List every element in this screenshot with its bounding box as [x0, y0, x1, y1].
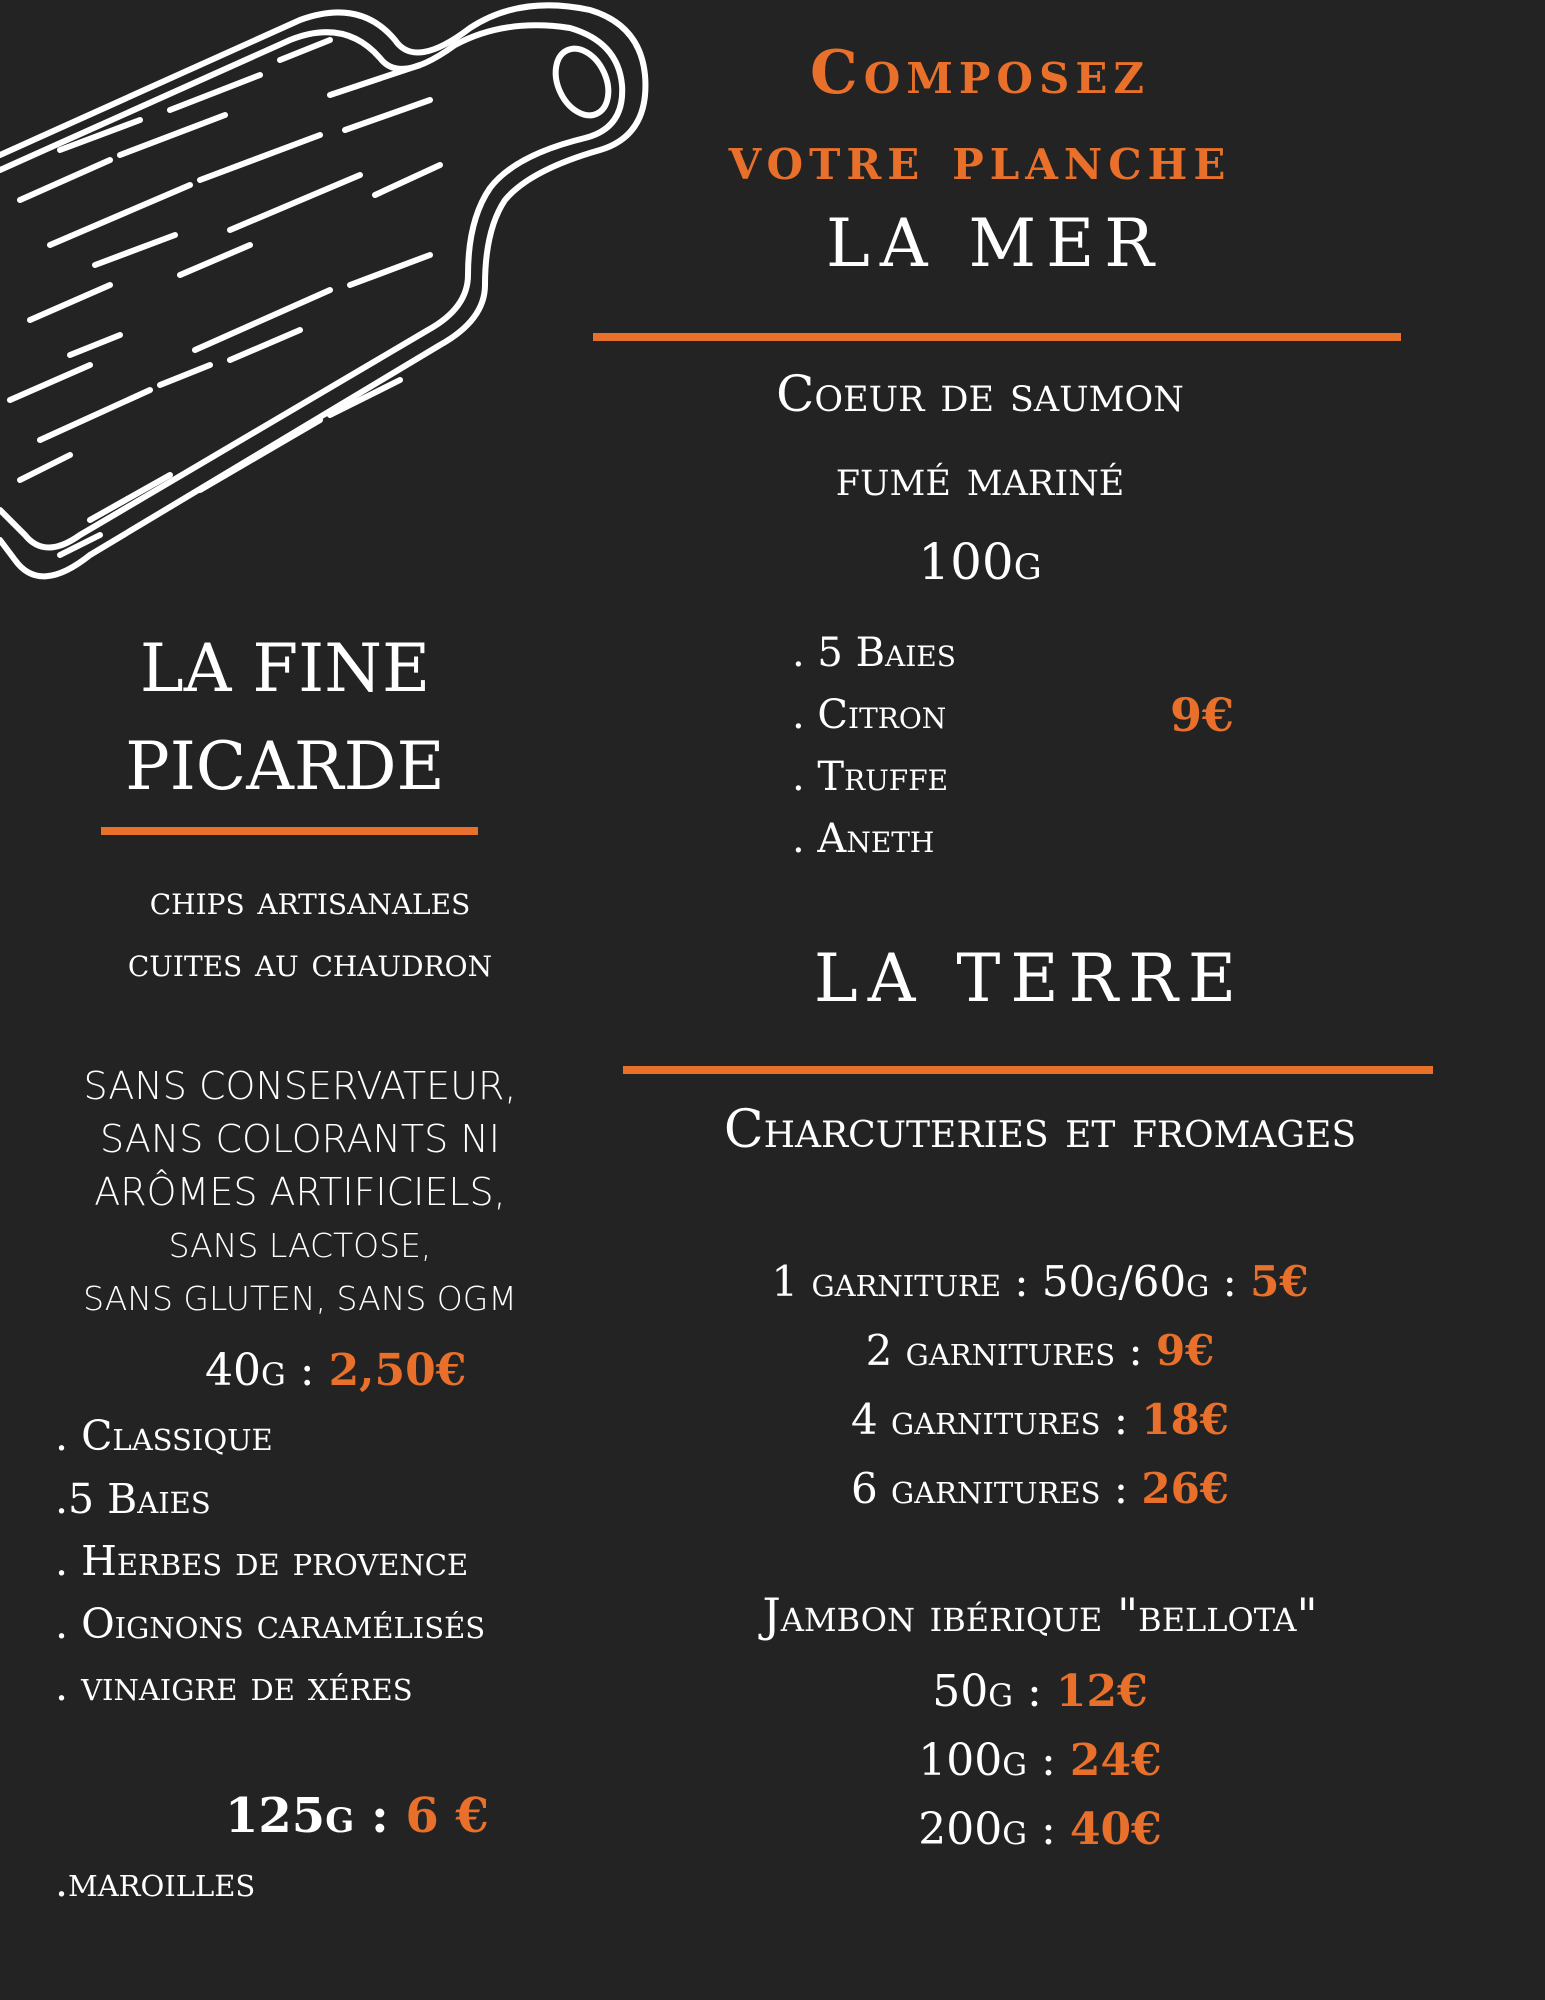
- claim-line: SANS CONSERVATEUR,: [83, 1064, 517, 1108]
- list-item: . Classique: [55, 1412, 273, 1460]
- chips-line-2: cuites au chaudron: [127, 940, 493, 986]
- claim-line: ARÔMES ARTIFICIELS,: [94, 1170, 506, 1214]
- list-item: [620, 1385, 1460, 1454]
- price: 2,50€: [328, 1345, 467, 1396]
- garnitures-price-list: [620, 1247, 1460, 1523]
- charcuteries-subtitle: Charcuteries et fromages: [723, 1100, 1357, 1160]
- weight-label: 100g :: [918, 1735, 1070, 1786]
- price: 24€: [1069, 1735, 1162, 1786]
- price: 6 €: [405, 1788, 489, 1844]
- price: 12€: [1055, 1666, 1148, 1717]
- price: 40€: [1069, 1804, 1162, 1855]
- garniture-label: 4 garnitures :: [850, 1395, 1142, 1444]
- price: 5€: [1250, 1257, 1309, 1306]
- list-item: [620, 1657, 1460, 1726]
- page-title: [620, 30, 1340, 202]
- la-terre-divider: [623, 1066, 1433, 1074]
- price: 9€: [1155, 1326, 1215, 1375]
- jambon-title: Jambon ibérique "bellota": [762, 1588, 1318, 1642]
- list-item: . Oignons caramélisés: [55, 1599, 486, 1648]
- saumon-product: [595, 352, 1365, 604]
- saumon-line-1: Coeur de saumon: [776, 365, 1184, 423]
- chips-40g-price-line: [205, 1345, 466, 1396]
- saumon-line-2: fumé mariné: [835, 449, 1125, 507]
- la-terre-title: LA TERRE: [813, 940, 1247, 1017]
- garniture-label: 6 garnitures :: [850, 1464, 1142, 1513]
- weight-label: 200g :: [918, 1804, 1070, 1855]
- jambon-price-list: [620, 1657, 1460, 1864]
- weight-label: 125g :: [225, 1788, 406, 1844]
- la-fine-picarde-title: [65, 620, 505, 816]
- picarde-title-line-2: PICARDE: [125, 728, 445, 805]
- picarde-title-line-1: LA FINE: [139, 630, 431, 707]
- list-item: . Citron: [792, 692, 947, 738]
- list-item: . 5 Baies: [792, 630, 956, 676]
- la-mer-title: LA MER: [826, 205, 1164, 282]
- garniture-label: 1 garniture : 50g/60g :: [771, 1257, 1251, 1306]
- list-item: [620, 1726, 1460, 1795]
- saumon-flavor-list: [792, 622, 956, 870]
- chips-description: [40, 870, 580, 994]
- claim-line: SANS COLORANTS NI: [100, 1117, 500, 1161]
- price: 26€: [1141, 1464, 1230, 1513]
- la-mer-divider: [593, 333, 1401, 341]
- list-item: [620, 1454, 1460, 1523]
- saumon-line-3: 100g: [918, 533, 1042, 591]
- ingredients-claims: [40, 1060, 560, 1325]
- list-item: . Truffe: [792, 754, 949, 800]
- weight-label: 40g :: [205, 1345, 329, 1396]
- garniture-label: 2 garnitures :: [865, 1326, 1156, 1375]
- list-item: .maroilles: [55, 1858, 256, 1906]
- title-line-2: votre planche: [728, 124, 1232, 194]
- price: 18€: [1141, 1395, 1230, 1444]
- chips-flavor-list: [55, 1405, 485, 1718]
- list-item: . vinaigre de xéres: [55, 1662, 413, 1710]
- claim-line: SANS LACTOSE,: [168, 1226, 432, 1265]
- weight-label: 50g :: [932, 1666, 1056, 1717]
- list-item: [620, 1316, 1460, 1385]
- chips-line-1: chips artisanales: [149, 878, 471, 924]
- list-item: .5 Baies: [55, 1474, 211, 1523]
- cutting-board-icon: [0, 0, 660, 600]
- list-item: . Aneth: [792, 816, 935, 862]
- picarde-divider: [101, 827, 478, 835]
- list-item: [620, 1795, 1460, 1864]
- chips-125g-price-line: [225, 1788, 489, 1844]
- list-item: [620, 1247, 1460, 1316]
- list-item: . Herbes de provence: [55, 1537, 469, 1585]
- claim-line: SANS GLUTEN, SANS OGM: [83, 1279, 517, 1318]
- saumon-price: 9€: [1170, 688, 1235, 742]
- title-line-1: Composez: [809, 38, 1150, 108]
